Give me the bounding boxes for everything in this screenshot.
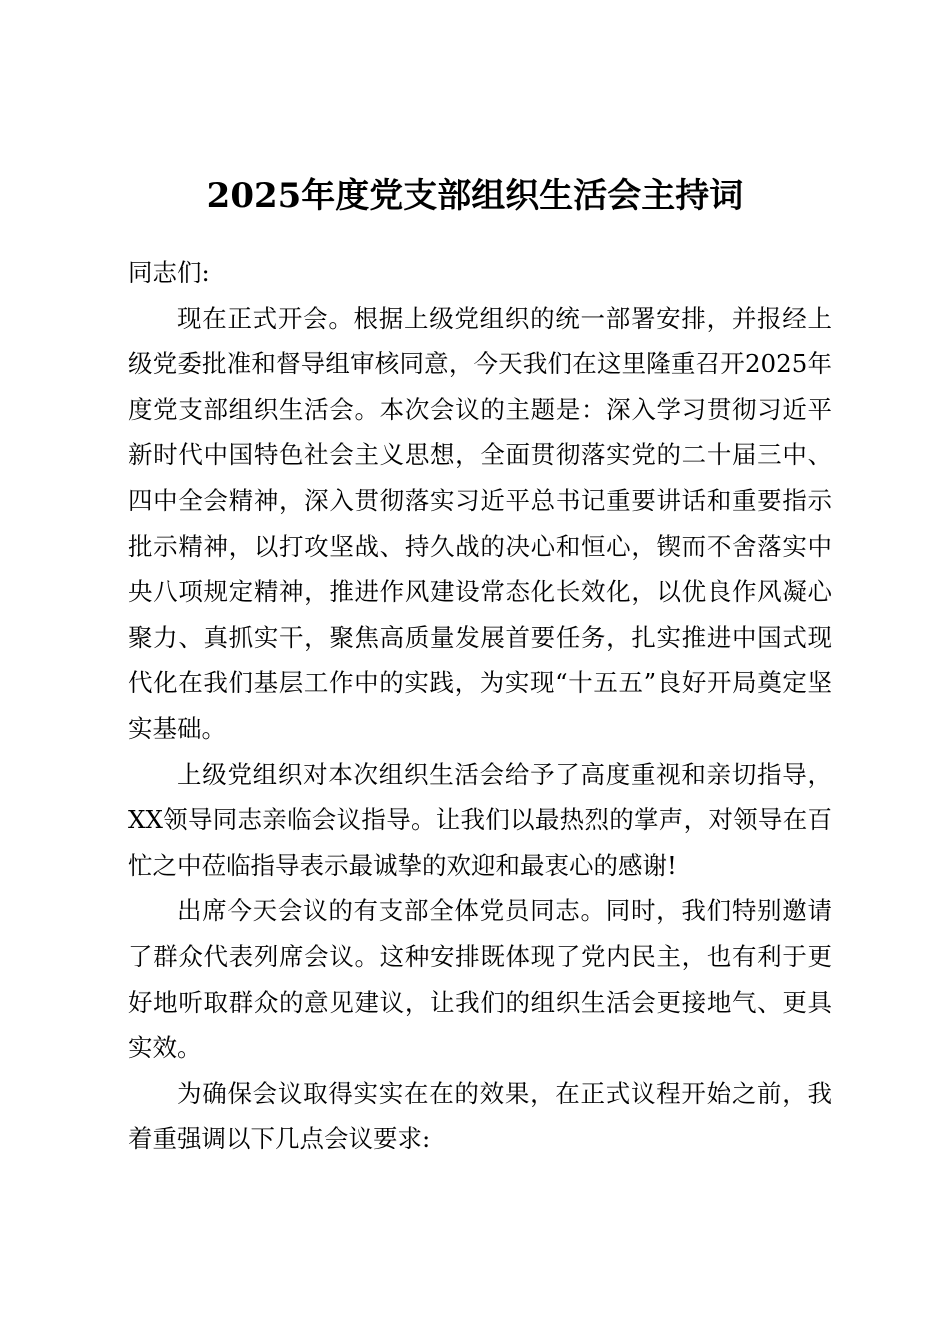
- paragraph-opening: 现在正式开会。根据上级党组织的统一部署安排，并报经上级党委批准和督导组审核同意，今天我们在这里隆重召开2025年度党支部组织生活会。本次会议的主题是：深入学习贯彻习近平新时代中国特色社会主义思想，全面贯彻落实党的二十届三中、四中全会精神，深入贯彻落实习近平总书记重要讲话和重要指示批示精神，以打攻坚战、持久战的决心和恒心，锲而不舍落实中央八项规定精神，推进作风建设常态化长效化，以优良作风凝心聚力、真抓实干，聚焦高质量发展首要任务，扎实推进中国式现代化在我们基层工作中的实践，为实现“十五五”良好开局奠定坚实基础。: [128, 303, 832, 743]
- document-title: 2025年度党支部组织生活会主持词: [206, 176, 744, 216]
- paragraph-attendees: 出席今天会议的有支部全体党员同志。同时，我们特别邀请了群众代表列席会议。这种安排既体现了党内民主，也有利于更好地听取群众的意见建议，让我们的组织生活会更接地气、更具实效。: [128, 896, 832, 1063]
- document-body: [128, 250, 832, 1162]
- paragraph-requirements: 为确保会议取得实实在在的效果，在正式议程开始之前，我着重强调以下几点会议要求:: [128, 1078, 832, 1154]
- paragraph-welcome-leaders: 上级党组织对本次组织生活会给予了高度重视和亲切指导，XX领导同志亲临会议指导。让我们以最热烈的掌声，对领导在百忙之中莅临指导表示最诚挚的欢迎和最衷心的感谢!: [128, 759, 832, 880]
- salutation: 同志们:: [128, 258, 210, 287]
